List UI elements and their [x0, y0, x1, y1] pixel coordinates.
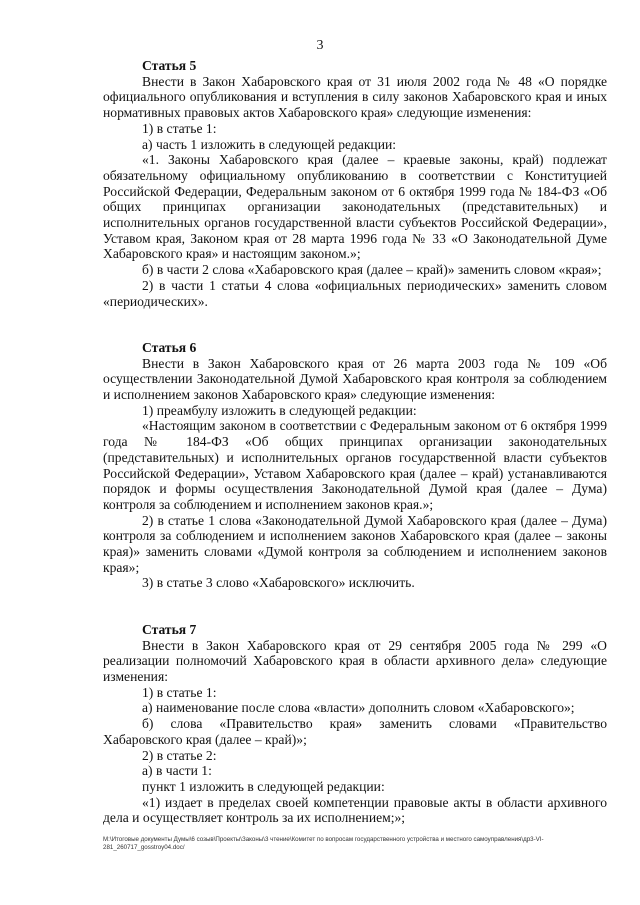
paragraph: «1) издает в пределах своей компетенции правовые акты в области архивного дела и осуществляет контроль за их исполнением;»; — [103, 794, 607, 826]
paragraph: а) наименование после слова «власти» дополнить словом «Хабаровского»; — [142, 700, 575, 716]
paragraph: Внести в Закон Хабаровского края от 26 марта 2003 года № 109 «Об осуществлении Законодательной Думой Хабаровского края контроля за соблюдением и исполнением законов Хабаровского края» следующие изменения: — [103, 355, 607, 403]
paragraph: «1. Законы Хабаровского края (далее – краевые законы, край) подлежат обязательному официальному опубликованию в соответствии с Конституцией Российской Федерации, Федеральным законом от 6 октября 1999 года № 184-ФЗ «Об общих принципах организации законодательных (представительных) и исполнительных органов государственной власти субъектов Российской Федерации», Уставом края, Законом края от 28 марта 1996 года № 33 «О Законодательной Думе Хабаровского края» и настоящим законом.»; — [103, 152, 607, 262]
paragraph: Внести в Закон Хабаровского края от 31 июля 2002 года № 48 «О порядке официального опубликования и вступления в силу законов Хабаровского края и иных нормативных правовых актов Хабаровского края» следующие изменения: — [103, 73, 607, 121]
paragraph: а) в части 1: — [142, 763, 212, 779]
article-6 — [103, 340, 607, 591]
page-number: 3 — [316, 38, 324, 53]
article-7 — [103, 622, 607, 826]
file-path-footer: М:\Итоговые документы Думы\6 созыв\Проекты\Законы\3 чтение\Комитет по вопросам государственного устройства и местного самоуправления\др3-VI-281_260717_gosstroy04.doc/ — [103, 836, 544, 851]
paragraph: 2) в статье 1 слова «Законодательной Думой Хабаровского края (далее – Дума) контроля за соблюдением и исполнением законов Хабаровского края (далее – законы края)» заменить словами «Думой контроля за соблюдением и исполнением законов края»; — [103, 512, 607, 575]
paragraph: 3) в статье 3 слово «Хабаровского» исключить. — [142, 575, 415, 591]
paragraph: а) часть 1 изложить в следующей редакции: — [142, 136, 397, 152]
article-heading: Статья 5 — [142, 58, 197, 73]
paragraph: «Настоящим законом в соответствии с Федеральным законом от 6 октября 1999 года № 184-ФЗ «Об общих принципах организации законодательных (представительных) и исполнительных органов государственной власти субъектов Российской Федерации», Уставом Хабаровского края (далее – край) устанавливаются порядок и формы осуществления Законодательной Думой края (далее – Дума) контроля за соблюдением и исполнением законов края.»; — [103, 418, 607, 512]
paragraph: 2) в части 1 статьи 4 слова «официальных периодических» заменить словом «периодических». — [103, 277, 607, 309]
paragraph: 1) в статье 1: — [142, 120, 217, 136]
paragraph: 1) в статье 1: — [142, 684, 217, 700]
paragraph: б) в части 2 слова «Хабаровского края (далее – край)» заменить словом «края»; — [142, 262, 602, 278]
article-5 — [103, 58, 607, 309]
paragraph: пункт 1 изложить в следующей редакции: — [142, 778, 385, 794]
spacer — [103, 324, 607, 340]
spacer — [103, 606, 607, 622]
paragraph: б) слова «Правительство края» заменить словами «Правительство Хабаровского края (далее – край)»; — [103, 716, 607, 747]
article-heading: Статья 6 — [142, 339, 197, 355]
document-body — [103, 58, 607, 841]
paragraph: 1) преамбулу изложить в следующей редакции: — [142, 402, 417, 418]
article-heading: Статья 7 — [142, 621, 197, 637]
paragraph: Внести в Закон Хабаровского края от 29 сентября 2005 года № 299 «О реализации полномочий Хабаровского края в области архивного дела» следующие изменения: — [103, 637, 607, 684]
paragraph: 2) в статье 2: — [142, 747, 217, 763]
